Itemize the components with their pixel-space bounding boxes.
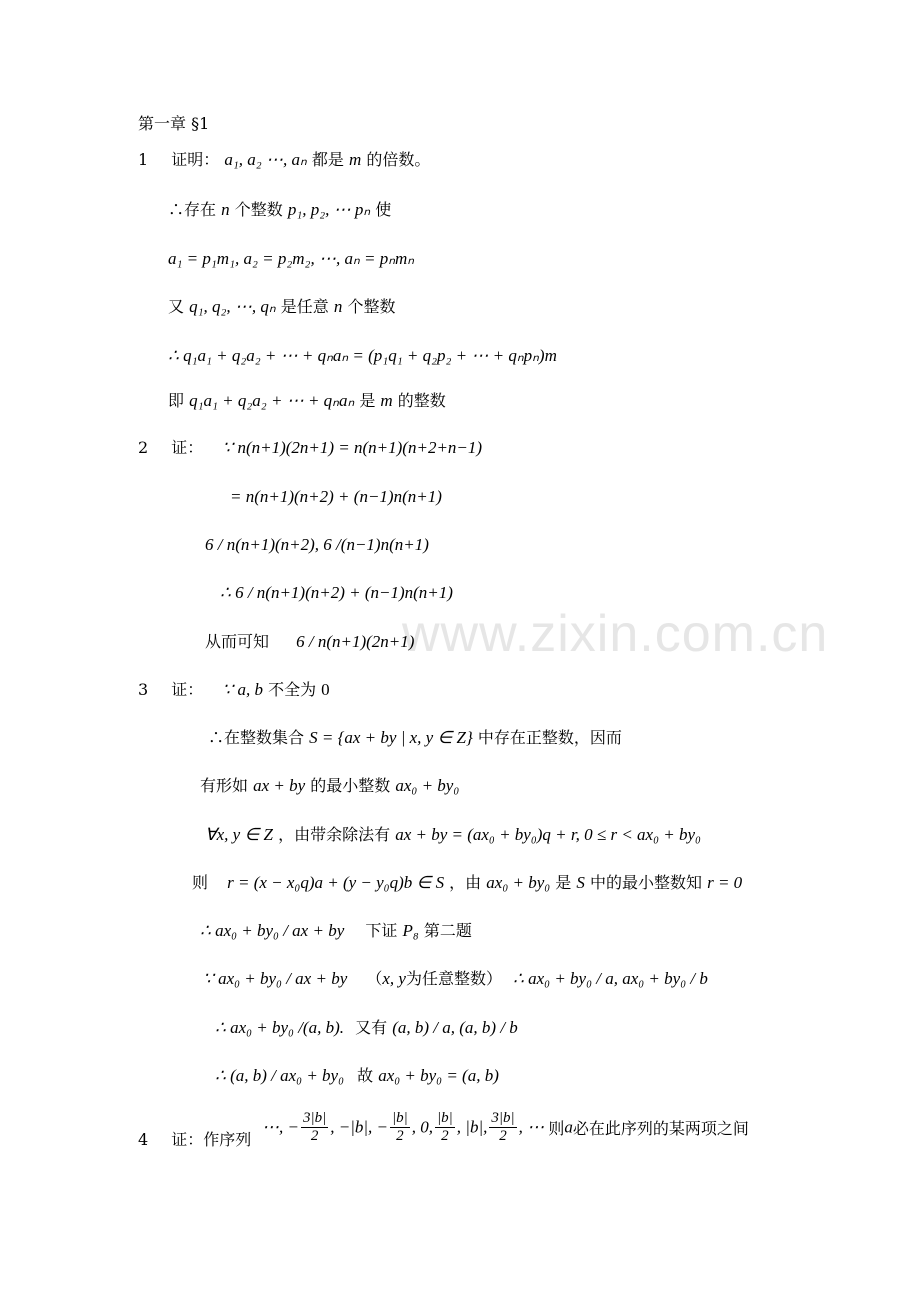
- text: 下证: [365, 921, 398, 940]
- fraction: [390, 1110, 410, 1145]
- math-expression: ax₀ + by₀: [486, 873, 551, 892]
- problem-1-line-1: [138, 149, 430, 171]
- math-expression: ∵ ax₀ + by₀ / ax + by: [203, 969, 348, 988]
- problem-1-line-3: [168, 248, 414, 270]
- problem-label: 证明：: [171, 150, 220, 169]
- math-expression: = n(n+1)(n+2) + (n−1)n(n+1): [230, 487, 442, 506]
- text: 的最小整数: [310, 776, 391, 795]
- math-expression: ∴ q₁a₁ + q₂a₂ + ⋯ + qₙaₙ = (p₁q₁ + q₂p₂ + ⋯ + qₙpₙ)m: [168, 346, 557, 365]
- text: 第二题: [423, 921, 472, 940]
- text: 即: [168, 391, 185, 410]
- math-expression: p₁, p₂, ⋯ pₙ: [287, 200, 371, 219]
- problem-label: 证：作序列: [171, 1130, 252, 1149]
- problem-3-line-3: [200, 775, 459, 797]
- text: 是: [555, 873, 572, 892]
- fraction: [301, 1110, 328, 1145]
- problem-3-line-5: [192, 872, 742, 894]
- math-symbol: n: [333, 297, 343, 316]
- problem-3-line-6: [200, 920, 472, 942]
- fraction-denominator: 2: [310, 1128, 319, 1144]
- math-symbol: S: [576, 873, 585, 892]
- problem-1-line-2: [168, 199, 391, 221]
- watermark: www.zixin.com.cn: [402, 605, 829, 663]
- text: 都是: [311, 150, 344, 169]
- text: 有形如: [200, 776, 249, 795]
- problem-2-line-5: [205, 631, 414, 653]
- math-expression: ax + by: [253, 776, 306, 795]
- math-expression: ∴ 6 / n(n+1)(n+2) + (n−1)n(n+1): [220, 583, 453, 602]
- sequence-text: , ⋯: [518, 1117, 545, 1137]
- fraction-numerator: 3|b|: [491, 1110, 515, 1126]
- text: ，由带余除法有: [278, 825, 391, 844]
- math-symbol: m: [380, 391, 393, 410]
- text: 不全为: [268, 680, 317, 699]
- text: 是任意: [280, 297, 329, 316]
- math-expression: ax₀ + by₀: [395, 776, 460, 795]
- problem-1-line-6: [168, 390, 446, 412]
- problem-label: 证：: [171, 438, 204, 457]
- text: ∴在整数集合: [208, 728, 305, 747]
- text: ，由: [449, 873, 482, 892]
- fraction-numerator: |b|: [392, 1110, 408, 1126]
- math-expression: ∴ ax₀ + by₀ / ax + by: [200, 921, 345, 940]
- math-symbol: m: [348, 150, 362, 169]
- text: 必在此序列的某两项之间: [572, 1119, 749, 1138]
- text: 是: [359, 391, 376, 410]
- problem-3-line-8: [215, 1017, 518, 1039]
- fraction-numerator: 3|b|: [302, 1110, 327, 1126]
- math-expression: ∴ ax₀ + by₀ / a, ax₀ + by₀ / b: [513, 969, 708, 988]
- problem-number: 2: [138, 438, 149, 457]
- text: ∴存在: [168, 200, 217, 219]
- fraction: [489, 1110, 516, 1145]
- fraction-denominator: 2: [441, 1128, 449, 1144]
- problem-3-line-4: [205, 824, 701, 846]
- math-symbol: P₈: [402, 921, 419, 940]
- problem-1-line-5: [168, 345, 557, 367]
- text: 为任意整数）: [405, 969, 502, 988]
- sequence-text: ⋯, −: [262, 1117, 299, 1137]
- problem-3-line-2: [208, 727, 622, 749]
- problem-label: 证：: [171, 680, 204, 699]
- problem-2-line-2: [230, 486, 442, 508]
- fraction-denominator: 2: [499, 1128, 507, 1144]
- math-expression: 6 / n(n+1)(2n+1): [296, 632, 415, 651]
- text: 的倍数。: [366, 150, 431, 169]
- problem-number: 3: [138, 680, 149, 699]
- math-expression: ax + by = (ax₀ + by₀)q + r, 0 ≤ r < ax₀ + by₀: [395, 825, 701, 844]
- text: 故: [357, 1066, 374, 1085]
- text: 个整数: [347, 297, 396, 316]
- text: 则: [548, 1119, 565, 1138]
- math-expression: ∴ ax₀ + by₀ /(a, b).: [215, 1018, 344, 1037]
- sequence-text: , 0,: [411, 1117, 434, 1137]
- math-expression: r = 0: [707, 873, 743, 892]
- math-expression: ∴ (a, b) / ax₀ + by₀: [215, 1066, 344, 1085]
- math-expression: q₁a₁ + q₂a₂ + ⋯ + qₙaₙ: [189, 391, 355, 410]
- math-symbol: n: [221, 200, 230, 219]
- math-symbol: 0: [321, 680, 330, 699]
- chapter-heading: 第一章 §1: [138, 114, 210, 133]
- sequence-text: , −|b|, −: [330, 1117, 389, 1137]
- text: 则: [192, 873, 209, 892]
- text: 使: [375, 200, 392, 219]
- math-expression: ax₀ + by₀ = (a, b): [378, 1066, 499, 1085]
- problem-3-line-9: [215, 1065, 499, 1087]
- fraction-numerator: |b|: [437, 1110, 453, 1126]
- problem-number: 4: [138, 1130, 149, 1149]
- math-expression: ∵ a, b: [222, 680, 263, 699]
- problem-1-line-4: [168, 296, 396, 318]
- problem-number: 1: [138, 150, 149, 169]
- problem-4-label-line: [138, 1129, 251, 1151]
- sequence-text: , |b|,: [456, 1117, 488, 1137]
- math-expression: (a, b) / a, (a, b) / b: [392, 1018, 518, 1037]
- problem-2-line-1: [138, 437, 482, 459]
- text: 中存在正整数，因而: [477, 728, 622, 747]
- text: 的整数: [397, 391, 446, 410]
- math-expression: x, y: [382, 969, 406, 988]
- problem-2-line-3: [205, 534, 429, 556]
- fraction: [435, 1110, 455, 1145]
- fraction-denominator: 2: [396, 1128, 404, 1144]
- math-expression: a₁, a₂ ⋯, aₙ: [224, 150, 307, 169]
- math-expression: S = {ax + by | x, y ∈ Z}: [309, 728, 473, 747]
- text: 又有: [355, 1018, 388, 1037]
- math-expression: q₁, q₂, ⋯, qₙ: [189, 297, 276, 316]
- text: 从而可知: [205, 632, 270, 651]
- text: 又: [168, 297, 185, 316]
- math-expression: r = (x − x₀q)a + (y − y₀q)b ∈ S: [227, 873, 445, 892]
- problem-4-sequence: [262, 1110, 749, 1145]
- problem-3-line-7: [203, 968, 708, 990]
- problem-3-line-1: [138, 679, 330, 701]
- text: 个整数: [234, 200, 283, 219]
- math-expression: 6 / n(n+1)(n+2), 6 /(n−1)n(n+1): [205, 535, 429, 554]
- text: 中的最小整数知: [589, 873, 702, 892]
- math-expression: a₁ = p₁m₁, a₂ = p₂m₂, ⋯, aₙ = pₙmₙ: [168, 249, 415, 268]
- problem-2-line-4: [220, 582, 453, 604]
- text: （: [366, 969, 383, 988]
- math-expression: ∵ n(n+1)(2n+1) = n(n+1)(n+2+n−1): [222, 438, 483, 457]
- math-expression: ∀x, y ∈ Z: [205, 825, 273, 844]
- math-symbol: a: [564, 1117, 573, 1137]
